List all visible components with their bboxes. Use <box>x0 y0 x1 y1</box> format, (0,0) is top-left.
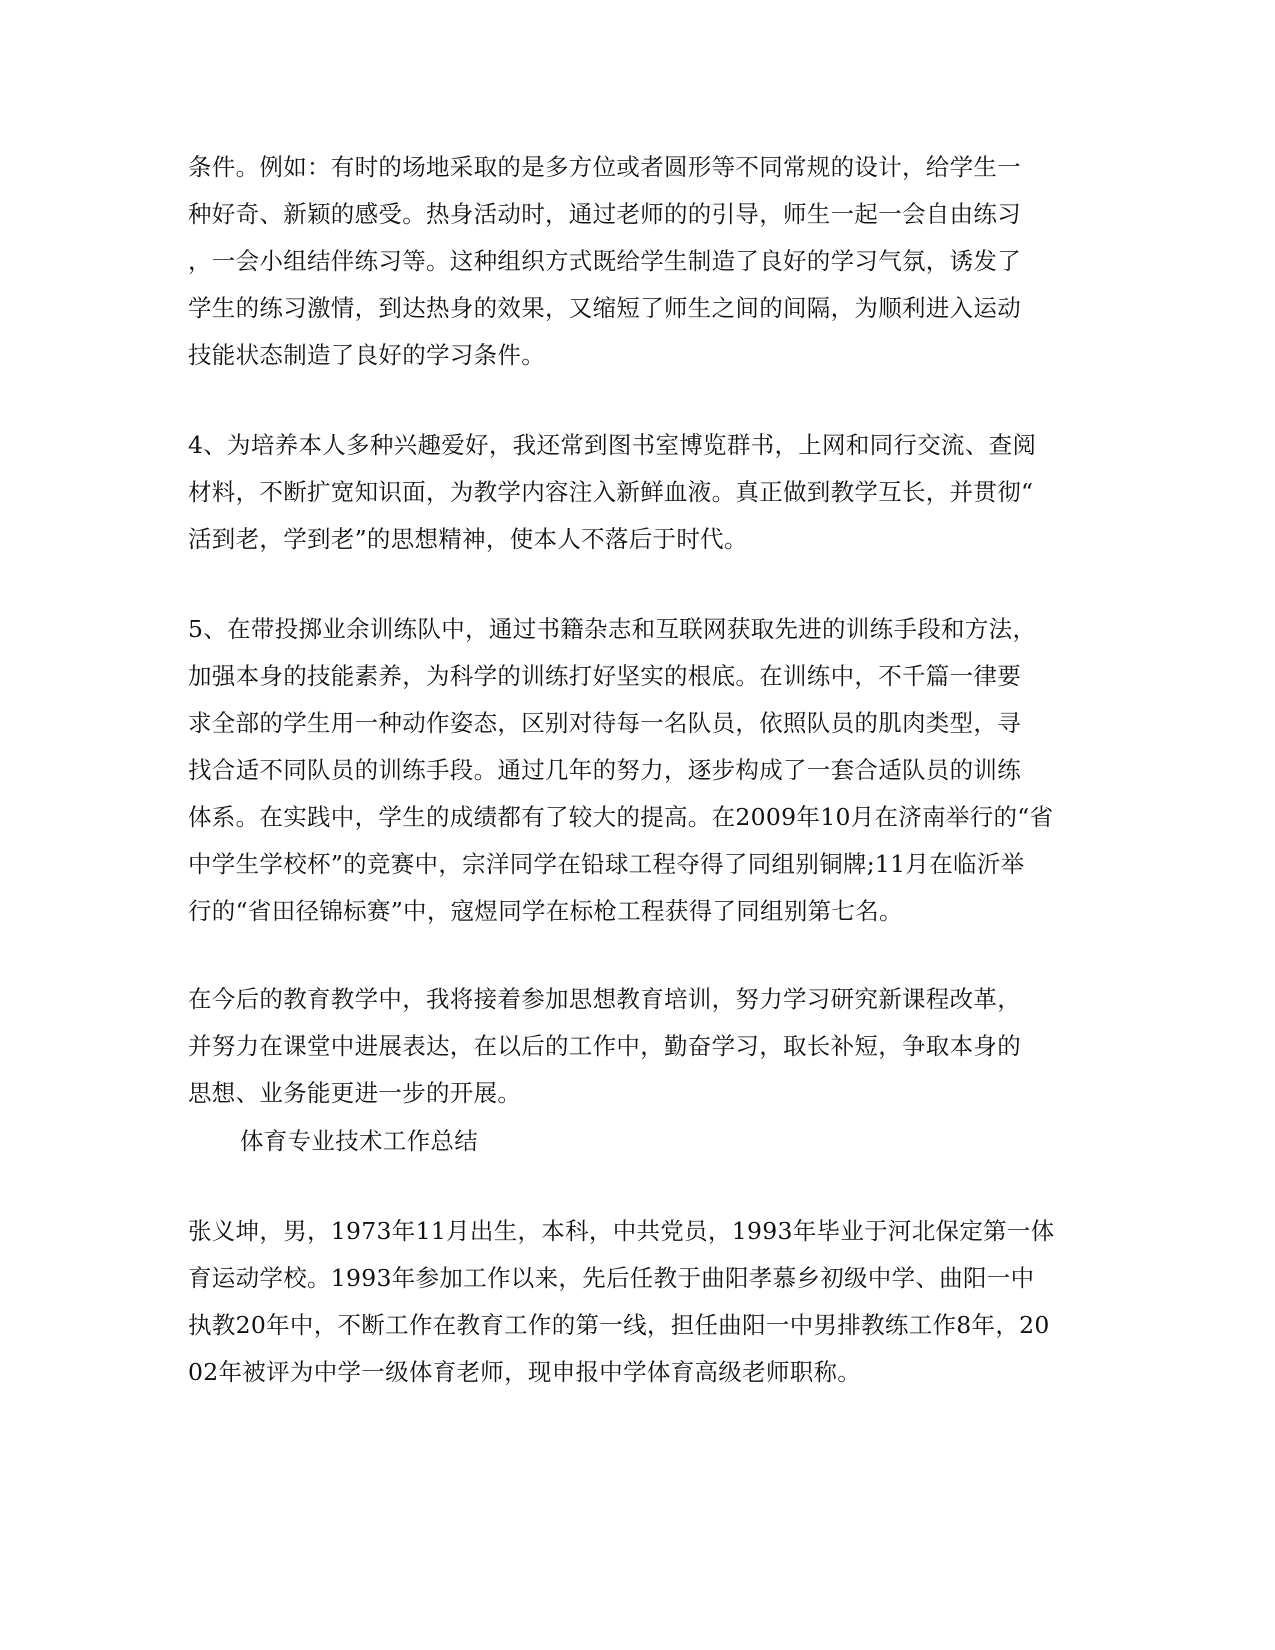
paragraph-future-plans <box>188 976 1068 1117</box>
section-title: 体育专业技术工作总结 <box>240 1127 478 1155</box>
paragraph-warmup-organization <box>188 144 1068 379</box>
paragraph-personal-profile <box>188 1208 1068 1396</box>
text-line: 体系。在实践中，学生的成绩都有了较大的提高。在2009年10月在济南举行的“省 <box>188 803 1054 831</box>
text-line: ，一会小组结伴练习等。这种组织方式既给学生制造了良好的学习气氛，诱发了 <box>188 247 1021 275</box>
text-line: 技能状态制造了良好的学习条件。 <box>188 341 545 369</box>
text-line: 学生的练习激情，到达热身的效果，又缩短了师生之间的间隔，为顺利进入运动 <box>188 294 1021 322</box>
text-line: 材料，不断扩宽知识面，为教学内容注入新鲜血液。真正做到教学互长，并贯彻“ <box>188 478 1034 506</box>
text-line: 5、在带投掷业余训练队中，通过书籍杂志和互联网获取先进的训练手段和方法， <box>188 615 1037 643</box>
section-heading <box>188 1118 1068 1165</box>
text-line: 种好奇、新颖的感受。热身活动时，通过老师的的引导，师生一起一会自由练习 <box>188 200 1021 228</box>
text-line: 02年被评为中学一级体育老师，现申报中学体育高级老师职称。 <box>188 1358 862 1386</box>
text-line: 执教20年中，不断工作在教育工作的第一线，担任曲阳一中男排教练工作8年，20 <box>188 1311 1050 1339</box>
text-line: 育运动学校。1993年参加工作以来，先后任教于曲阳孝慕乡初级中学、曲阳一中 <box>188 1264 1035 1292</box>
text-line: 求全部的学生用一种动作姿态，区别对待每一名队员，依照队员的肌肉类型，寻 <box>188 709 1021 737</box>
paragraph-item-5 <box>188 606 1068 935</box>
text-line: 行的“省田径锦标赛”中，寇煜同学在标枪工程获得了同组别第七名。 <box>188 897 903 925</box>
text-line: 思想、业务能更进一步的开展。 <box>188 1079 522 1107</box>
text-line: 条件。例如：有时的场地采取的是多方位或者圆形等不同常规的设计，给学生一 <box>188 153 1021 181</box>
text-line: 加强本身的技能素养，为科学的训练打好坚实的根底。在训练中，不千篇一律要 <box>188 662 1021 690</box>
text-line: 找合适不同队员的训练手段。通过几年的努力，逐步构成了一套合适队员的训练 <box>188 756 1021 784</box>
text-line: 张义坤，男，1973年11月出生，本科，中共党员，1993年毕业于河北保定第一体 <box>188 1217 1055 1245</box>
paragraph-item-4 <box>188 422 1068 563</box>
text-line: 在今后的教育教学中，我将接着参加思想教育培训，努力学习研究新课程改革， <box>188 985 1021 1013</box>
text-line: 中学生学校杯”的竞赛中，宗洋同学在铅球工程夺得了同组别铜牌;11月在临沂举 <box>188 850 1025 878</box>
text-line: 并努力在课堂中进展表达，在以后的工作中，勤奋学习，取长补短，争取本身的 <box>188 1032 1021 1060</box>
text-line: 4、为培养本人多种兴趣爱好，我还常到图书室博览群书，上网和同行交流、查阅 <box>188 431 1037 459</box>
text-line: 活到老，学到老”的思想精神，使本人不落后于时代。 <box>188 525 748 553</box>
